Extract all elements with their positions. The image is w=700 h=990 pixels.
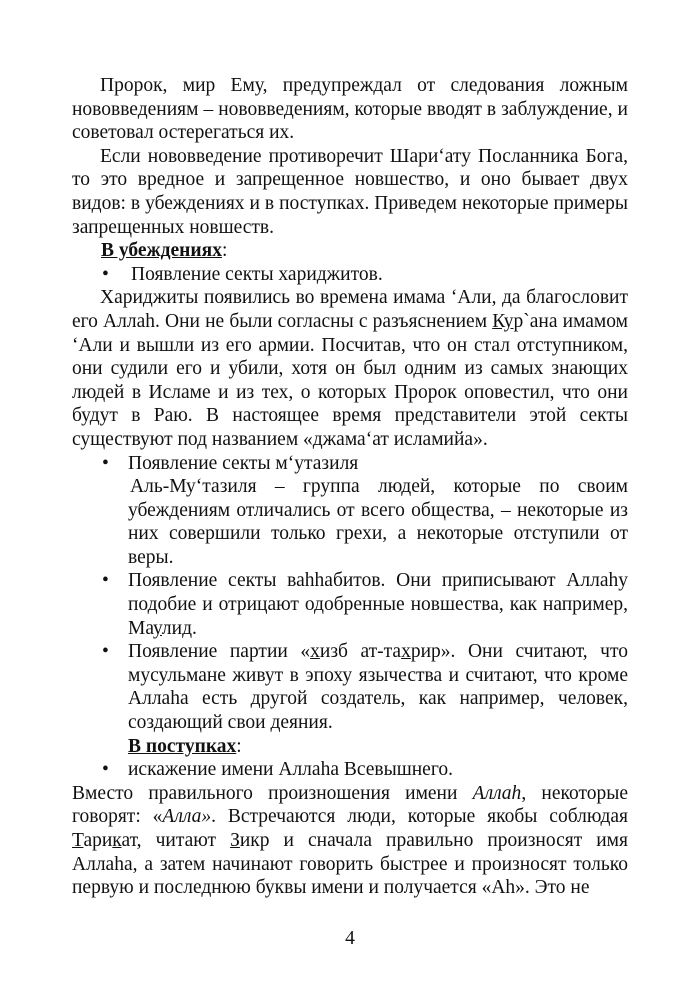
underlined-letter: Т — [72, 830, 84, 851]
list-item-text — [128, 569, 628, 640]
bullet-icon: • — [102, 759, 109, 781]
list-item-text — [128, 640, 628, 734]
underlined-letter: х — [310, 641, 320, 663]
bullet-icon: • — [102, 263, 109, 285]
paragraph-name-distortion — [72, 782, 628, 900]
bullet-icon: • — [102, 641, 109, 663]
italic-alla: Алла» — [162, 806, 212, 828]
text-run: . Встречаются люди, которые якобы соблюдая — [211, 806, 628, 828]
paragraph-kharijites — [72, 286, 628, 451]
heading-colon: : — [236, 735, 242, 757]
text-run: ат, читают — [121, 830, 231, 851]
page-number: 4 — [345, 928, 355, 949]
underlined-letter: у — [153, 617, 162, 639]
underlined-letters: Ку — [492, 310, 514, 332]
list-item-text: Появление секты хариджитов. — [131, 263, 383, 285]
underlined-letter: х — [401, 641, 411, 663]
text-run: икр и сначала правильно произносят имя Аллаhа, а затем начинают говорить быстрее и произносят только первую и последнюю буквы имени и получается «Аh». Это не — [72, 830, 628, 899]
paragraph-mutazila: Аль-Му‘тазиля – группа людей, которые по своим убеждениям отличались от всего общества, – некоторые из них совершили только грехи, а некоторые отступили от веры. — [128, 476, 628, 568]
text-run: лид. — [161, 617, 197, 639]
underlined-letter: к — [112, 830, 122, 851]
list-item-text: Появление секты м‘утазиля — [128, 452, 359, 474]
text-run: , некоторые говорят: « — [72, 782, 628, 828]
text-run: Появление партии « — [128, 641, 311, 663]
list-item — [102, 452, 628, 476]
paragraph-intro: Пророк, мир Ему, предупреждал от следования ложным нововведениям – нововведениям, которые вводят в заблуждение, и советовал остерегаться их. — [72, 75, 628, 144]
page-body — [72, 74, 628, 900]
heading-colon: : — [221, 240, 228, 262]
heading-beliefs-text: В убеждениях — [101, 240, 222, 262]
bullet-icon: • — [102, 570, 109, 592]
list-item — [102, 758, 628, 782]
underlined-letter: З — [230, 830, 240, 851]
heading-deeds-text: В поступках — [128, 735, 237, 757]
list-item — [102, 569, 628, 640]
text-run: р`ана имамом ‘Али и вышли из его армии. Посчитав, что он стал отступником, они судили его и убили, хотя он был одним из самых знающих людей в Исламе и из тех, о которых Пророк оповестил, что они будут в Раю. В настоящее время представители этой секты существуют под названием «джама‘ат исламийа». — [72, 310, 628, 450]
list-item — [102, 640, 628, 734]
text-run: Вместо правильного произношения имени — [72, 782, 473, 804]
italic-allah: Аллаh — [472, 782, 522, 804]
text-run: рир». Они считают, что мусульмане живут в эпоху язычества и считают, что кроме Аллаhа есть другой создатель, как например, человек, создающий свои деяния. — [128, 641, 629, 734]
section-heading-deeds — [128, 735, 628, 759]
section-heading-beliefs — [101, 239, 628, 263]
text-run: Появление секты ваhhабитов. Они приписывают Аллаhу подобие и отрицают одобренные новшества, как например, Ма — [128, 570, 628, 639]
paragraph-innovation-types: Если нововведение противоречит Шари‘ату Посланника Бога, то это вредное и запрещенное новшество, и оно бывает двух видов: в убеждениях и в поступках. Приведем некоторые примеры запрещенных новшеств. — [72, 145, 628, 238]
list-item-text: искажение имени Аллаhа Всевышнего. — [128, 759, 453, 781]
list-item — [102, 263, 628, 287]
text-run: ари — [83, 830, 113, 851]
text-run: изб ат-та — [319, 641, 402, 663]
text-run: Хариджиты появились во времена имама ‘Али, да благословит его Аллаh. Они не были согласны с разъяснением — [72, 287, 628, 332]
bullet-icon: • — [102, 452, 109, 474]
